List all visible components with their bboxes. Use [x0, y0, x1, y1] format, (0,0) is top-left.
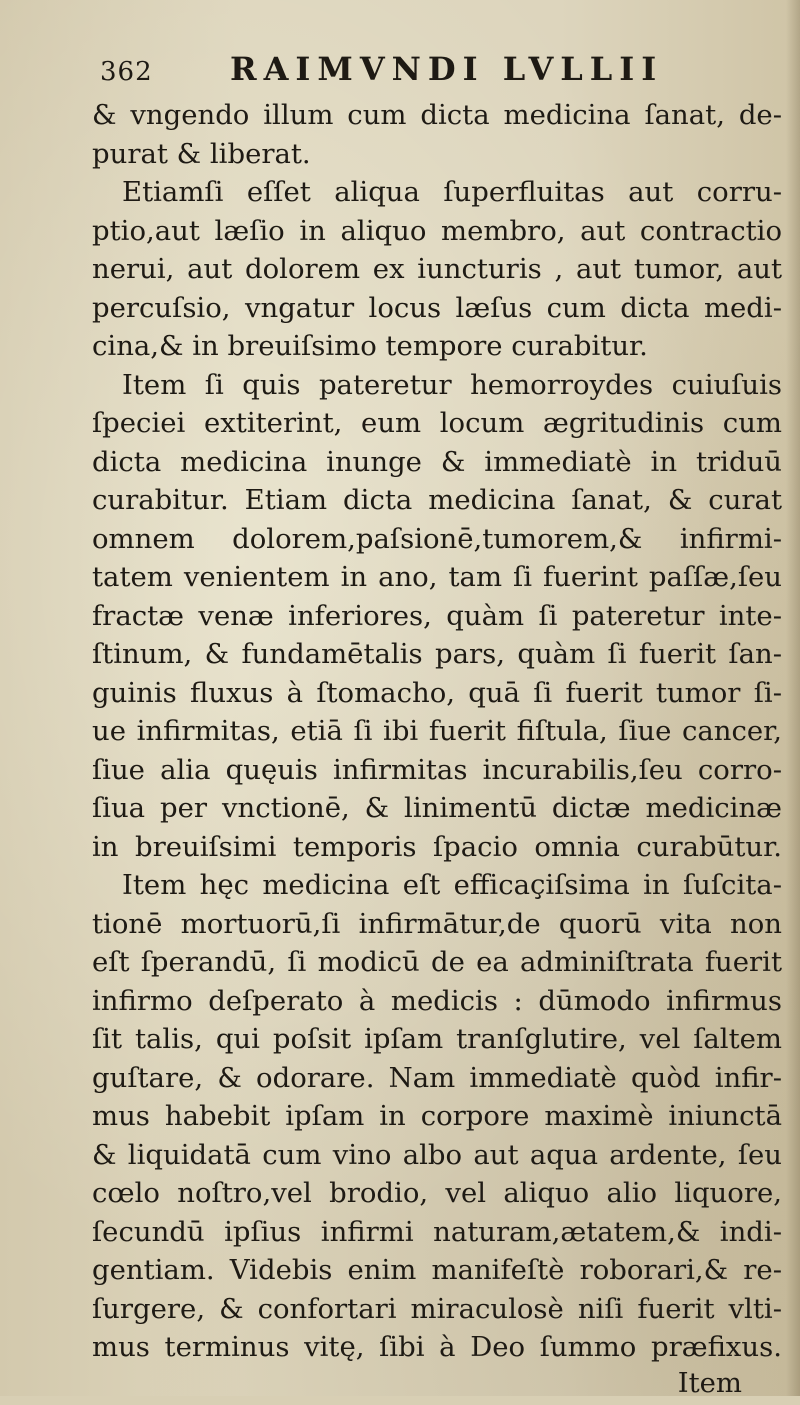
text-line: curabitur. Etiam dicta medicina ſanat, & curat [92, 481, 782, 520]
text-line: ſiua per vnctionē, & linimentū dictæ medicinæ [92, 789, 782, 828]
text-line: gentiam. Videbis enim manifeſtè roborari,& re- [92, 1251, 782, 1290]
text-line: nerui, aut dolorem ex iuncturis , aut tumor, aut [92, 250, 782, 289]
text-line: & liquidatā cum vino albo aut aqua ardente, ſeu [92, 1136, 782, 1175]
text-line: fractæ venæ inferiores, quàm ſi pateretur inte- [92, 597, 782, 636]
text-line: ue infirmitas, etiā ſi ibi fuerit fiſtula, ſiue cancer, [92, 712, 782, 751]
text-line: ſurgere, & confortari miraculosè niſi fuerit vlti- [92, 1290, 782, 1329]
running-title: RAIMVNDI LVLLII [230, 50, 663, 88]
text-line: eſt ſperandū, ſi modicū de ea adminiſtrata fuerit [92, 943, 782, 982]
text-line: Item ſi quis pateretur hemorroydes cuiuſuis [92, 366, 782, 405]
text-line: purat & liberat. [92, 135, 782, 174]
text-line: dicta medicina inunge & immediatè in triduū [92, 443, 782, 482]
text-line: mus habebit ipſam in corpore maximè iniunctā [92, 1097, 782, 1136]
text-line: ſecundū ipſius infirmi naturam,ætatem,& indi- [92, 1213, 782, 1252]
text-line: guinis fluxus à ſtomacho, quā ſi fuerit tumor ſi- [92, 674, 782, 713]
text-line: mus terminus vitę, ſibi à Deo ſummo præfixus. [92, 1328, 782, 1367]
text-line: omnem dolorem,paſsionē,tumorem,& infirmi- [92, 520, 782, 559]
text-line: Etiamſi eſſet aliqua ſuperfluitas aut corru- [92, 173, 782, 212]
text-line: cina,& in breuiſsimo tempore curabitur. [92, 327, 782, 366]
catchword: Item [92, 1367, 742, 1405]
text-line: ſpeciei extiterint, eum locum ægritudinis cum [92, 404, 782, 443]
text-line: ſiue alia quęuis infirmitas incurabilis,ſeu corro- [92, 751, 782, 790]
page-number: 362 [100, 57, 230, 87]
text-line: ſtinum, & fundamētalis pars, quàm ſi fuerit ſan- [92, 635, 782, 674]
text-line: ſit talis, qui poſsit ipſam tranſglutire, vel ſaltem [92, 1020, 782, 1059]
text-line: guſtare, & odorare. Nam immediatè quòd infir- [92, 1059, 782, 1098]
body-text [92, 96, 782, 1367]
text-line: cœlo noſtro,vel brodio, vel aliquo alio liquore, [92, 1174, 782, 1213]
text-line: infirmo deſperato à medicis : dūmodo infirmus [92, 982, 782, 1021]
text-line: in breuiſsimi temporis ſpacio omnia curabūtur. [92, 828, 782, 867]
text-line: & vngendo illum cum dicta medicina ſanat, de- [92, 96, 782, 135]
text-line: percuſsio, vngatur locus læſus cum dicta medi- [92, 289, 782, 328]
text-line: ptio,aut læſio in aliquo membro, aut contractio [92, 212, 782, 251]
text-line: tatem venientem in ano, tam ſi fuerint paſſæ,ſeu [92, 558, 782, 597]
text-line: Item hęc medicina eſt efficaçiſsima in ſuſcita- [92, 866, 782, 905]
running-head [100, 50, 766, 96]
text-line: tionē mortuorū,ſi infirmātur,de quorū vita non [92, 905, 782, 944]
